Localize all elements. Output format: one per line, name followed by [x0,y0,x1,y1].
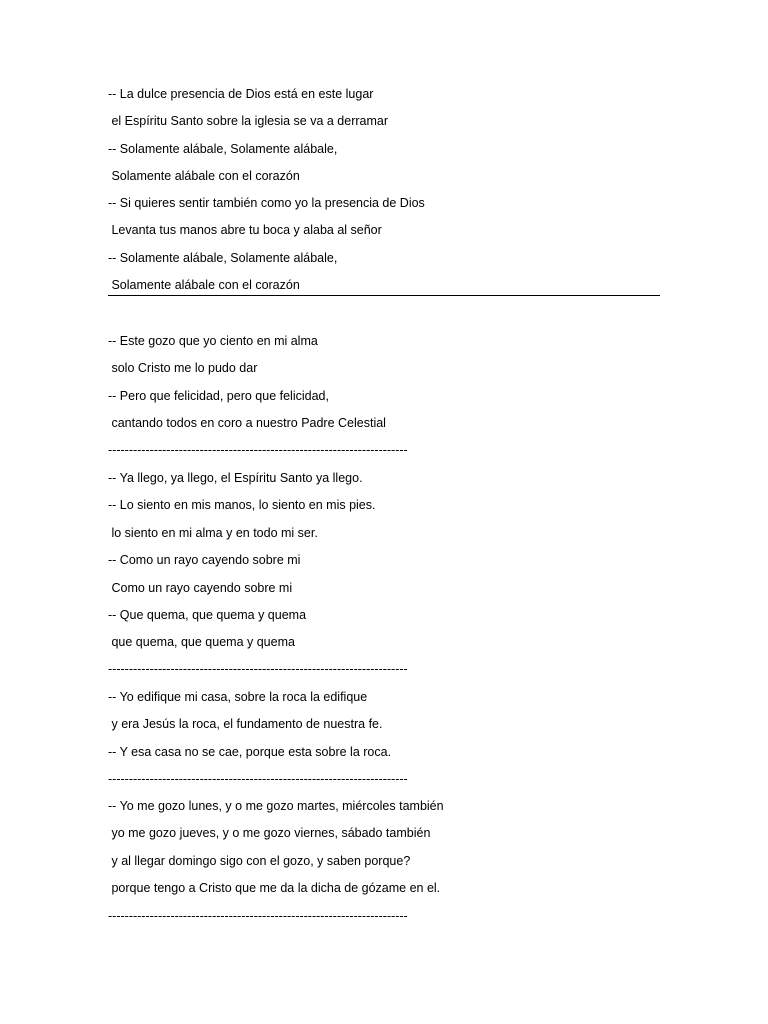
section-divider-rule [108,295,660,296]
lyric-line: el Espíritu Santo sobre la iglesia se va a derramar [108,114,388,128]
lyric-line: -- Si quieres sentir también como yo la presencia de Dios [108,196,425,210]
lyric-line: -- Ya llego, ya llego, el Espíritu Santo ya llego. [108,471,363,485]
lyric-line: cantando todos en coro a nuestro Padre Celestial [108,416,386,430]
lyric-line: -- Solamente alábale, Solamente alábale, [108,251,338,265]
lyric-line: -- Yo edifique mi casa, sobre la roca la edifique [108,690,368,704]
lyric-line: -- Solamente alábale, Solamente alábale, [108,142,338,156]
dashed-separator: ------------------------------------------------------------------------ [108,772,408,786]
lyric-line: -- La dulce presencia de Dios está en este lugar [108,87,374,101]
lyric-line: -- Este gozo que yo ciento en mi alma [108,334,318,348]
lyric-line: y era Jesús la roca, el fundamento de nuestra fe. [108,717,383,731]
lyric-line: -- Pero que felicidad, pero que felicidad, [108,389,329,403]
lyric-line: -- Y esa casa no se cae, porque esta sobre la roca. [108,745,392,759]
lyric-line: porque tengo a Cristo que me da la dicha de gózame en el. [108,881,441,895]
lyric-line: lo siento en mi alma y en todo mi ser. [108,526,318,540]
lyric-line: que quema, que quema y quema [108,635,295,649]
lyric-line: y al llegar domingo sigo con el gozo, y saben porque? [108,854,411,868]
lyric-line: Levanta tus manos abre tu boca y alaba al señor [108,223,382,237]
lyric-line: -- Yo me gozo lunes, y o me gozo martes, miércoles también [108,799,444,813]
lyric-line: solo Cristo me lo pudo dar [108,361,258,375]
lyric-line: -- Que quema, que quema y quema [108,608,307,622]
lyric-line: yo me gozo jueves, y o me gozo viernes, sábado también [108,826,431,840]
lyric-line: -- Lo siento en mis manos, lo siento en mis pies. [108,498,376,512]
dashed-separator: ------------------------------------------------------------------------ [108,443,408,457]
lyric-line: Solamente alábale con el corazón [108,169,300,183]
lyric-line: Solamente alábale con el corazón [108,278,300,292]
dashed-separator: ------------------------------------------------------------------------ [108,662,408,676]
lyric-line: Como un rayo cayendo sobre mi [108,581,293,595]
lyric-line: -- Como un rayo cayendo sobre mi [108,553,301,567]
dashed-separator: ------------------------------------------------------------------------ [108,909,408,923]
